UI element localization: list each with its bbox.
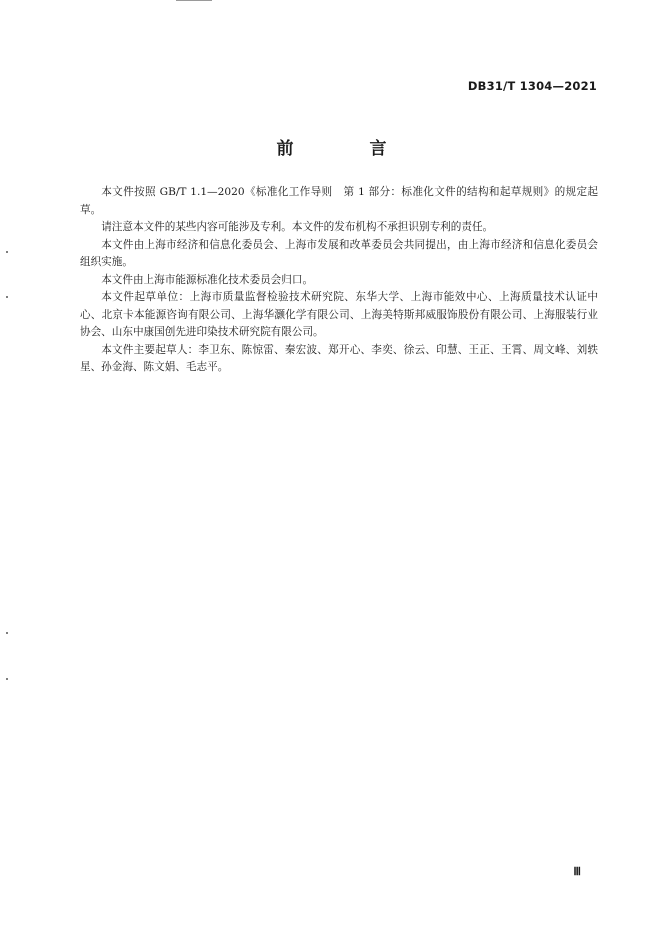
scan-edge-dot [6, 632, 8, 634]
paragraph-drafting-rules: 本文件按照 GB/T 1.1—2020《标准化工作导则 第 1 部分：标准化文件的结构和起草规则》的规定起草。 [80, 186, 598, 216]
paragraph-drafters: 本文件主要起草人：李卫东、陈惊雷、秦宏波、郑开心、李奕、徐云、印慧、王正、王霄、周文峰、刘轶星、孙金海、陈文娟、毛志平。 [80, 343, 598, 373]
paragraph-committee: 本文件由上海市能源标准化技术委员会归口。 [101, 273, 314, 286]
paragraph-drafting-units: 本文件起草单位：上海市质量监督检验技术研究院、东华大学、上海市能效中心、上海质量技术认证中心、北京卡本能源咨询有限公司、上海华灏化学有限公司、上海美特斯邦威服饰股份有限公司、上海服装行业协会、山东中康国创先进印染技术研究院有限公司。 [80, 291, 598, 338]
page-title: 前 言 [276, 139, 422, 159]
page-number: Ⅲ [573, 866, 581, 878]
scan-edge-dot [6, 251, 8, 253]
scan-edge-dot [6, 296, 8, 298]
scan-edge-dot [6, 678, 8, 680]
paragraph-proposer: 本文件由上海市经济和信息化委员会、上海市发展和改革委员会共同提出，由上海市经济和信息化委员会组织实施。 [80, 238, 598, 268]
scan-top-mark [176, 0, 212, 1]
standard-code: DB31/T 1304—2021 [467, 79, 597, 93]
foreword-body [80, 184, 598, 377]
paragraph-patent-notice: 请注意本文件的某些内容可能涉及专利。本文件的发布机构不承担识别专利的责任。 [101, 221, 494, 233]
